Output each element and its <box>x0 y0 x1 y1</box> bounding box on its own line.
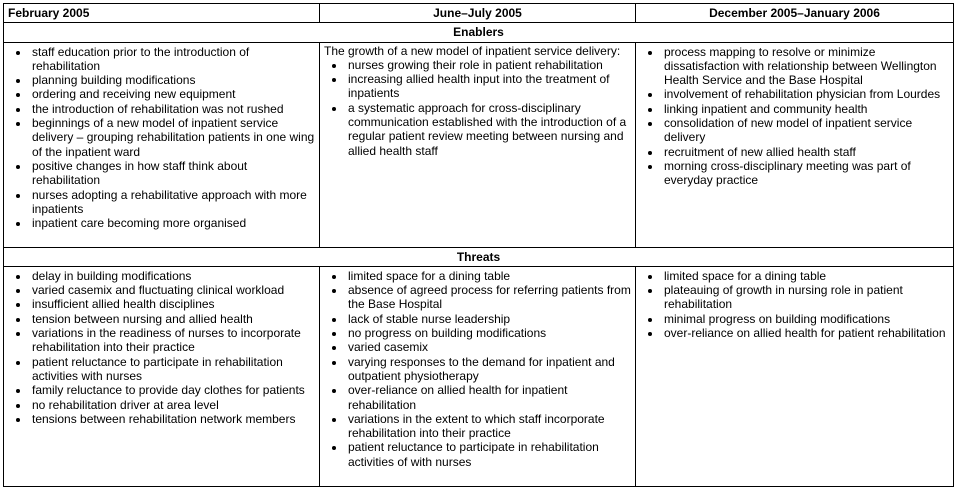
list-item: • the introduction of rehabilitation was not rushed <box>30 102 315 116</box>
list-item: • no progress on building modifications <box>346 326 631 340</box>
list-item: • variations in the extent to which staff incorporate rehabilitation into their practice <box>346 412 631 441</box>
list-item: • no rehabilitation driver at area level <box>30 398 315 412</box>
list-item: • recruitment of new allied health staff <box>662 145 949 159</box>
enablers-intro: The growth of a new model of inpatient service delivery: <box>324 43 621 58</box>
threats-cell-jun <box>320 266 636 486</box>
list-item: • over-reliance on allied health for inpatient rehabilitation <box>346 383 631 412</box>
enablers-title: Enablers <box>4 23 954 42</box>
list-item: • increasing allied health input into the treatment of inpatients <box>346 72 631 101</box>
header-december-2005-january-2006: December 2005–January 2006 <box>636 4 954 23</box>
list-item: • involvement of rehabilitation physician from Lourdes <box>662 87 949 101</box>
list-item: • patient reluctance to participate in rehabilitation activities with nurses <box>30 355 315 384</box>
enablers-list-jun <box>324 58 631 158</box>
list-item: • delay in building modifications <box>30 269 315 283</box>
enablers-threats-table <box>3 3 954 487</box>
enablers-list-feb <box>8 45 315 231</box>
list-item: • patient reluctance to participate in rehabilitation activities of with nurses <box>346 440 631 469</box>
list-item: • varying responses to the demand for inpatient and outpatient physiotherapy <box>346 355 631 384</box>
list-item: • limited space for a dining table <box>346 269 631 283</box>
list-item: • positive changes in how staff think about rehabilitation <box>30 159 315 188</box>
enablers-cell-jun <box>320 42 636 247</box>
list-item: • planning building modifications <box>30 73 315 87</box>
header-february-2005: February 2005 <box>4 4 320 23</box>
list-item: • plateauing of growth in nursing role in patient rehabilitation <box>662 283 949 312</box>
enablers-cell-dec <box>636 42 954 247</box>
list-item: • lack of stable nurse leadership <box>346 312 631 326</box>
list-item: • absence of agreed process for referring patients from the Base Hospital <box>346 283 631 312</box>
list-item: • nurses adopting a rehabilitative approach with more inpatients <box>30 188 315 217</box>
header-row <box>4 4 954 23</box>
threats-section-row <box>4 247 954 266</box>
list-item: • variations in the readiness of nurses to incorporate rehabilitation into their practice <box>30 326 315 355</box>
enablers-content-row <box>4 42 954 247</box>
list-item: • tensions between rehabilitation network members <box>30 412 315 426</box>
threats-cell-dec <box>636 266 954 486</box>
list-item: • consolidation of new model of inpatient service delivery <box>662 116 949 145</box>
list-item: • insufficient allied health disciplines <box>30 297 315 311</box>
header-june-july-2005: June–July 2005 <box>320 4 636 23</box>
list-item: • process mapping to resolve or minimize dissatisfaction with relationship between Wellington Health Service and the Base Hospital <box>662 45 949 88</box>
list-item: • staff education prior to the introduction of rehabilitation <box>30 45 315 74</box>
threats-title: Threats <box>4 247 954 266</box>
list-item: • beginnings of a new model of inpatient service delivery – grouping rehabilitation patients in one wing of the inpatient ward <box>30 116 315 159</box>
list-item: • over-reliance on allied health for patient rehabilitation <box>662 326 949 340</box>
list-item: • limited space for a dining table <box>662 269 949 283</box>
threats-content-row <box>4 266 954 486</box>
threats-list-dec <box>640 269 949 340</box>
list-item: • varied casemix <box>346 340 631 354</box>
list-item: • tension between nursing and allied health <box>30 312 315 326</box>
list-item: • inpatient care becoming more organised <box>30 216 315 230</box>
enablers-section-row <box>4 23 954 42</box>
list-item: • family reluctance to provide day clothes for patients <box>30 383 315 397</box>
list-item: • morning cross-disciplinary meeting was part of everyday practice <box>662 159 949 188</box>
list-item: • varied casemix and fluctuating clinical workload <box>30 283 315 297</box>
list-item: • ordering and receiving new equipment <box>30 87 315 101</box>
list-item: • minimal progress on building modifications <box>662 312 949 326</box>
threats-list-feb <box>8 269 315 426</box>
enablers-cell-feb <box>4 42 320 247</box>
list-item: • nurses growing their role in patient rehabilitation <box>346 58 631 72</box>
list-item: • a systematic approach for cross-disciplinary communication established with the introduction of a regular patient review meeting between nursing and allied health staff <box>346 101 631 158</box>
threats-cell-feb <box>4 266 320 486</box>
list-item: • linking inpatient and community health <box>662 102 949 116</box>
threats-list-jun <box>324 269 631 469</box>
enablers-list-dec <box>640 45 949 188</box>
